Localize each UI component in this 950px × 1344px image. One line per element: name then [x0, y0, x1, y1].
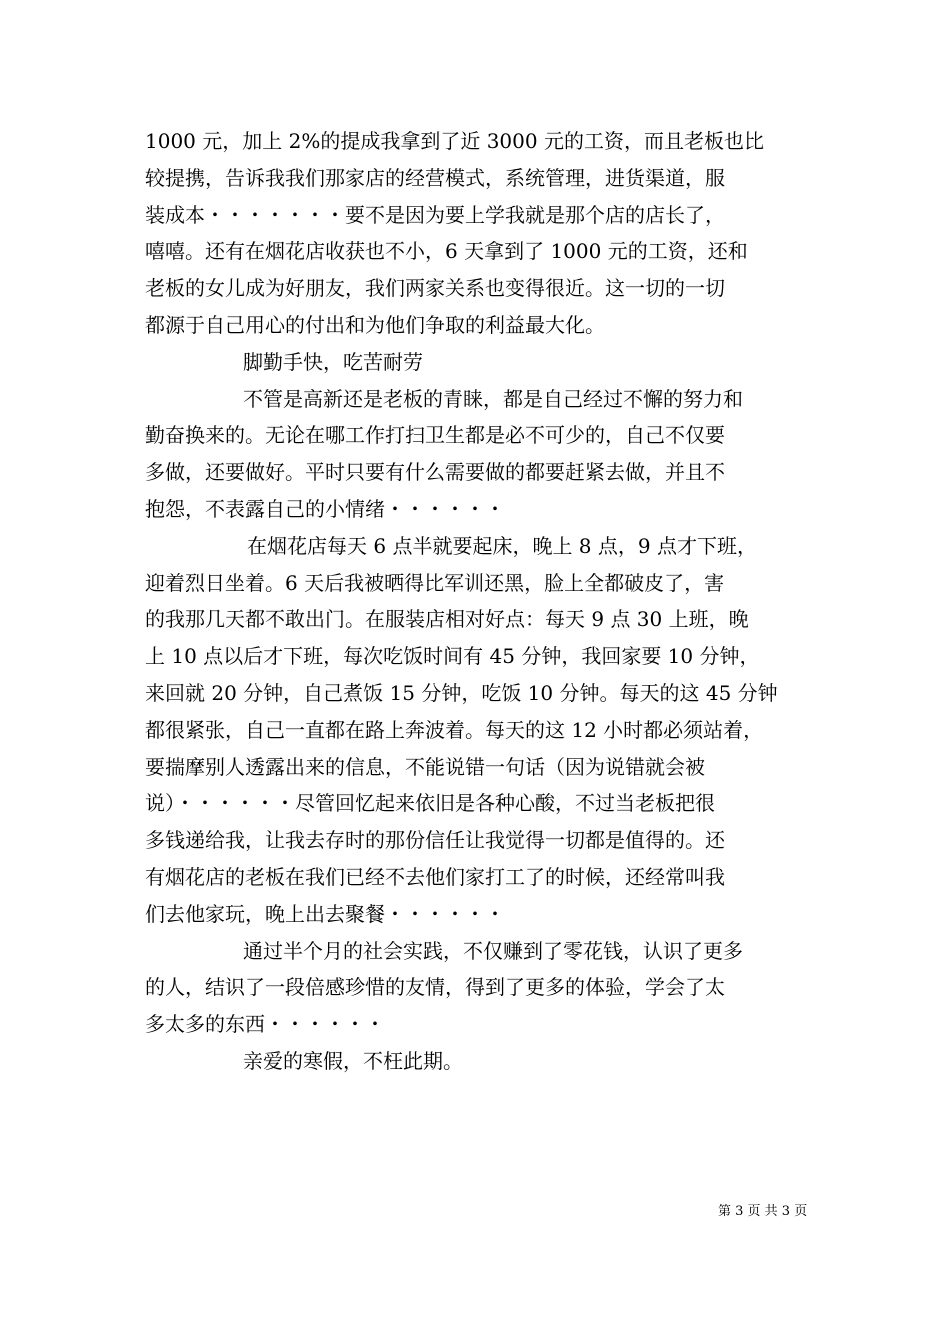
- section-heading: 脚勤手快，吃苦耐劳: [243, 349, 423, 374]
- text-line: 勤奋换来的。无论在哪工作打扫卫生都是必不可少的，自己不仅要: [145, 423, 725, 448]
- text-line: 有烟花店的老板在我们已经不去他们家打工了的时候，还经常叫我: [145, 864, 725, 889]
- text-line: 都源于自己用心的付出和为他们争取的利益最大化。: [145, 312, 605, 337]
- text-line: 多钱递给我，让我去存时的那份信任让我觉得一切都是值得的。还: [145, 828, 725, 853]
- text-line: 亲爱的寒假，不枉此期。: [243, 1048, 463, 1073]
- text-line: 迎着烈日坐着。6 天后我被晒得比军训还黑，脸上全都破皮了，害: [145, 570, 725, 595]
- text-line: 通过半个月的社会实践，不仅赚到了零花钱，认识了更多: [243, 938, 743, 963]
- text-line: 的人，结识了一段倍感珍惜的友情，得到了更多的体验，学会了太: [145, 975, 725, 1000]
- text-line: 多太多的东西・・・・・・: [145, 1012, 385, 1037]
- text-line: 来回就 20 分钟，自己煮饭 15 分钟，吃饭 10 分钟。每天的这 45 分钟: [145, 680, 778, 705]
- text-line: 说）・・・・・・尽管回忆起来依旧是各种心酸，不过当老板把很: [145, 791, 715, 816]
- text-line: 要揣摩别人透露出来的信息，不能说错一句话（因为说错就会被: [145, 754, 705, 779]
- text-line: 们去他家玩，晚上出去聚餐・・・・・・: [145, 901, 505, 926]
- text-line: 嘻嘻。还有在烟花店收获也不小，6 天拿到了 1000 元的工资，还和: [145, 239, 748, 264]
- body-text: [145, 123, 820, 1080]
- text-line: 在烟花店每天 6 点半就要起床，晚上 8 点，9 点才下班，: [247, 533, 757, 558]
- text-line: 老板的女儿成为好朋友，我们两家关系也变得很近。这一切的一切: [145, 276, 725, 301]
- text-line: 抱怨，不表露自己的小情绪・・・・・・: [145, 496, 505, 521]
- text-line: 上 10 点以后才下班，每次吃饭时间有 45 分钟，我回家要 10 分钟，: [145, 644, 760, 669]
- text-line: 装成本・・・・・・・要不是因为要上学我就是那个店的店长了，: [145, 202, 725, 227]
- text-line: 较提携，告诉我我们那家店的经营模式，系统管理，进货渠道，服: [145, 165, 725, 190]
- text-line: 都很紧张，自己一直都在路上奔波着。每天的这 12 小时都必须站着，: [145, 717, 764, 742]
- text-line: 的我那几天都不敢出门。在服装店相对好点：每天 9 点 30 上班，晚: [145, 607, 749, 632]
- page-number-footer: 第 3 页 共 3 页: [718, 1204, 808, 1219]
- text-line: 多做，还要做好。平时只要有什么需要做的都要赶紧去做，并且不: [145, 460, 725, 485]
- text-line: 1000 元，加上 2%的提成我拿到了近 3000 元的工资，而且老板也比: [145, 129, 764, 153]
- text-line: 不管是高新还是老板的青睐，都是自己经过不懈的努力和: [243, 386, 743, 411]
